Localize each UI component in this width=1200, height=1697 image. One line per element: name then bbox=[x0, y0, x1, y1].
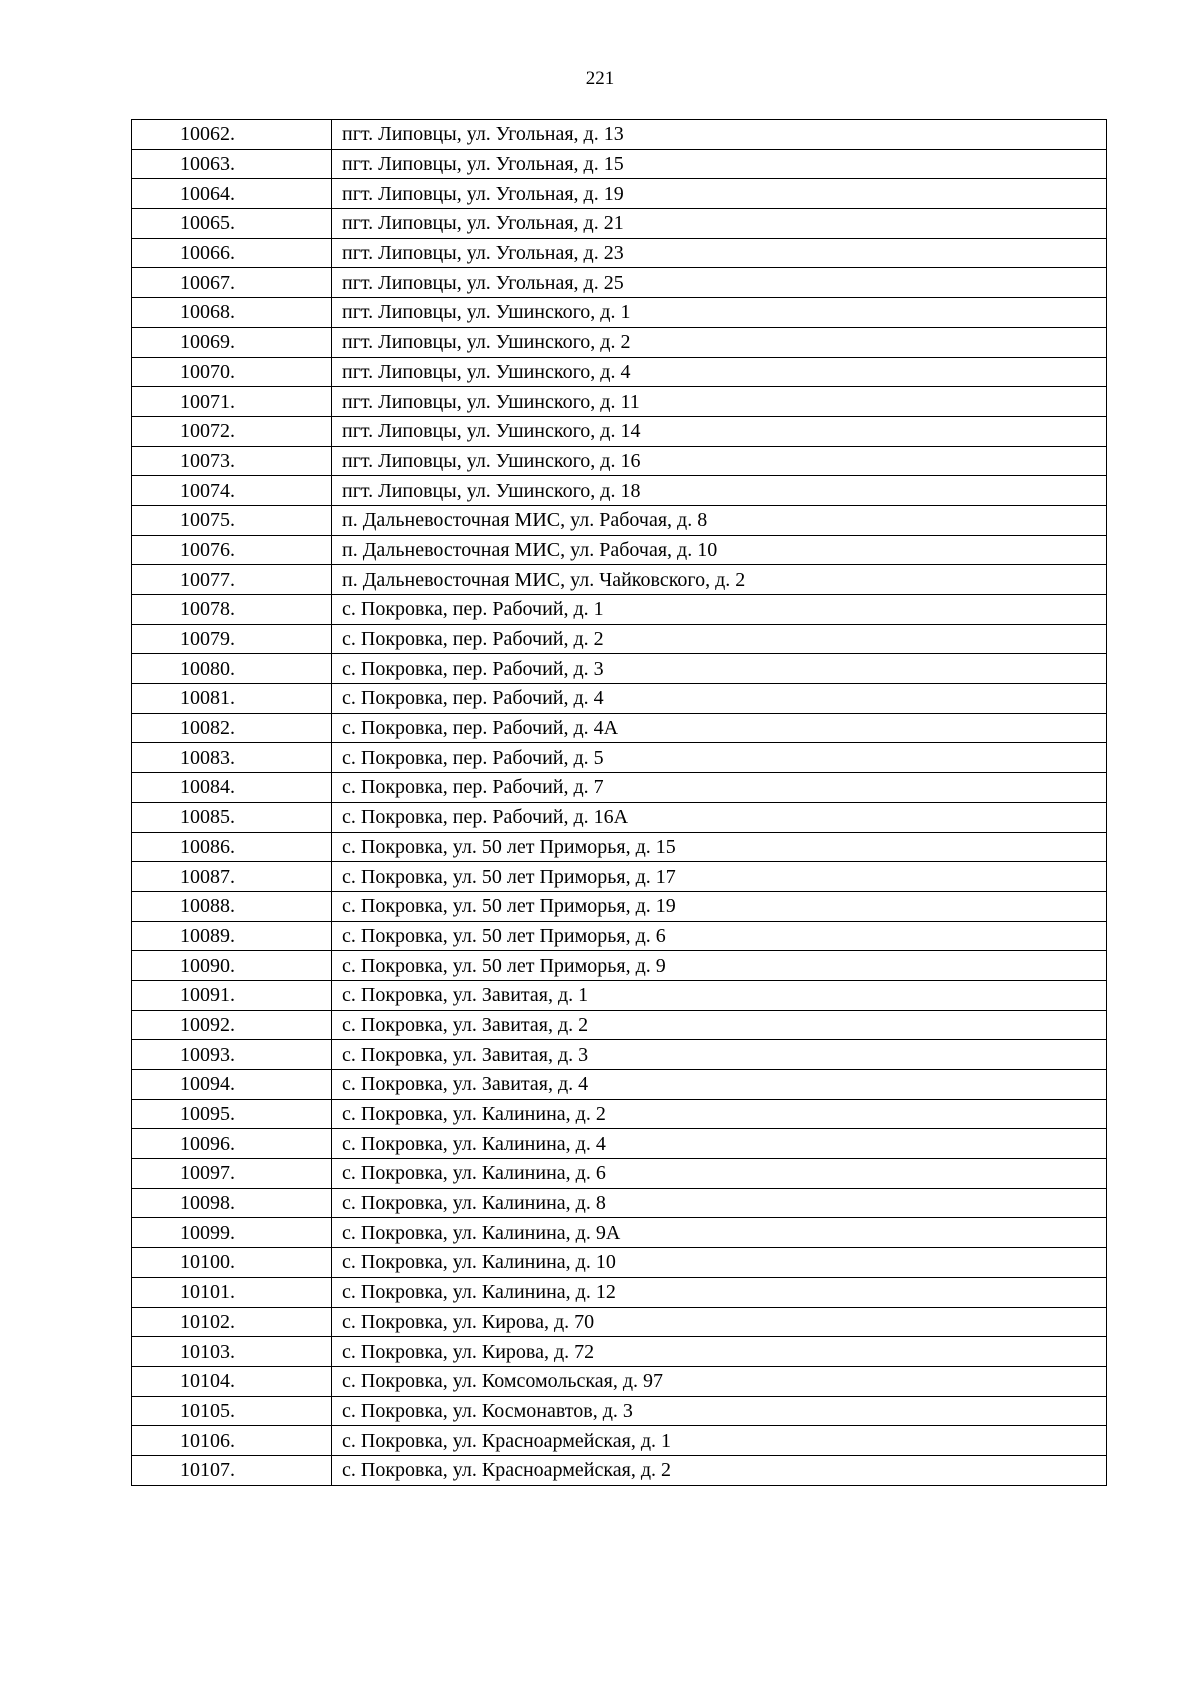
row-address: с. Покровка, пер. Рабочий, д. 2 bbox=[332, 624, 1107, 654]
row-number: 10099. bbox=[132, 1218, 332, 1248]
row-number: 10102. bbox=[132, 1307, 332, 1337]
row-number: 10097. bbox=[132, 1159, 332, 1189]
table-row bbox=[132, 891, 1107, 921]
table-row bbox=[132, 1070, 1107, 1100]
table-row bbox=[132, 120, 1107, 150]
address-table-body bbox=[132, 120, 1107, 1486]
row-address: с. Покровка, ул. Калинина, д. 6 bbox=[332, 1159, 1107, 1189]
table-row bbox=[132, 684, 1107, 714]
row-number: 10089. bbox=[132, 921, 332, 951]
row-address: с. Покровка, ул. Завитая, д. 1 bbox=[332, 980, 1107, 1010]
row-address: с. Покровка, ул. Калинина, д. 12 bbox=[332, 1277, 1107, 1307]
row-address: с. Покровка, ул. Калинина, д. 4 bbox=[332, 1129, 1107, 1159]
row-address: с. Покровка, ул. 50 лет Приморья, д. 15 bbox=[332, 832, 1107, 862]
row-number: 10079. bbox=[132, 624, 332, 654]
row-address: пгт. Липовцы, ул. Угольная, д. 21 bbox=[332, 209, 1107, 239]
table-row bbox=[132, 713, 1107, 743]
table-row bbox=[132, 416, 1107, 446]
row-number: 10069. bbox=[132, 327, 332, 357]
row-number: 10095. bbox=[132, 1099, 332, 1129]
row-address: пгт. Липовцы, ул. Угольная, д. 25 bbox=[332, 268, 1107, 298]
row-address: с. Покровка, ул. 50 лет Приморья, д. 19 bbox=[332, 891, 1107, 921]
table-row bbox=[132, 773, 1107, 803]
row-address: с. Покровка, ул. Космонавтов, д. 3 bbox=[332, 1396, 1107, 1426]
table-row bbox=[132, 1129, 1107, 1159]
row-number: 10103. bbox=[132, 1337, 332, 1367]
table-row bbox=[132, 298, 1107, 328]
row-address: с. Покровка, пер. Рабочий, д. 4А bbox=[332, 713, 1107, 743]
address-table bbox=[131, 119, 1107, 1486]
row-address: с. Покровка, ул. Калинина, д. 9А bbox=[332, 1218, 1107, 1248]
row-number: 10098. bbox=[132, 1188, 332, 1218]
row-number: 10101. bbox=[132, 1277, 332, 1307]
row-address: с. Покровка, ул. Завитая, д. 2 bbox=[332, 1010, 1107, 1040]
table-row bbox=[132, 1248, 1107, 1278]
row-number: 10094. bbox=[132, 1070, 332, 1100]
row-number: 10075. bbox=[132, 505, 332, 535]
row-number: 10081. bbox=[132, 684, 332, 714]
row-number: 10087. bbox=[132, 862, 332, 892]
table-row bbox=[132, 802, 1107, 832]
row-number: 10078. bbox=[132, 595, 332, 625]
row-address: с. Покровка, ул. Калинина, д. 8 bbox=[332, 1188, 1107, 1218]
row-address: пгт. Липовцы, ул. Ушинского, д. 16 bbox=[332, 446, 1107, 476]
table-row bbox=[132, 980, 1107, 1010]
row-address: с. Покровка, пер. Рабочий, д. 16А bbox=[332, 802, 1107, 832]
table-row bbox=[132, 921, 1107, 951]
table-row bbox=[132, 1040, 1107, 1070]
row-address: пгт. Липовцы, ул. Ушинского, д. 1 bbox=[332, 298, 1107, 328]
row-address: с. Покровка, ул. 50 лет Приморья, д. 6 bbox=[332, 921, 1107, 951]
row-number: 10067. bbox=[132, 268, 332, 298]
row-address: пгт. Липовцы, ул. Ушинского, д. 14 bbox=[332, 416, 1107, 446]
row-number: 10070. bbox=[132, 357, 332, 387]
table-row bbox=[132, 1426, 1107, 1456]
table-row bbox=[132, 357, 1107, 387]
row-address: пгт. Липовцы, ул. Ушинского, д. 4 bbox=[332, 357, 1107, 387]
table-row bbox=[132, 1188, 1107, 1218]
table-row bbox=[132, 505, 1107, 535]
row-number: 10084. bbox=[132, 773, 332, 803]
table-row bbox=[132, 1455, 1107, 1485]
table-row bbox=[132, 1337, 1107, 1367]
table-row bbox=[132, 565, 1107, 595]
table-row bbox=[132, 1277, 1107, 1307]
row-number: 10076. bbox=[132, 535, 332, 565]
table-row bbox=[132, 1396, 1107, 1426]
row-address: с. Покровка, пер. Рабочий, д. 7 bbox=[332, 773, 1107, 803]
row-number: 10072. bbox=[132, 416, 332, 446]
table-row bbox=[132, 1366, 1107, 1396]
table-row bbox=[132, 832, 1107, 862]
row-number: 10090. bbox=[132, 951, 332, 981]
table-row bbox=[132, 268, 1107, 298]
table-row bbox=[132, 446, 1107, 476]
table-row bbox=[132, 209, 1107, 239]
row-address: пгт. Липовцы, ул. Угольная, д. 15 bbox=[332, 149, 1107, 179]
row-address: пгт. Липовцы, ул. Ушинского, д. 11 bbox=[332, 387, 1107, 417]
row-number: 10105. bbox=[132, 1396, 332, 1426]
row-number: 10066. bbox=[132, 238, 332, 268]
row-address: с. Покровка, пер. Рабочий, д. 1 bbox=[332, 595, 1107, 625]
row-address: с. Покровка, ул. Кирова, д. 72 bbox=[332, 1337, 1107, 1367]
table-row bbox=[132, 862, 1107, 892]
table-row bbox=[132, 238, 1107, 268]
table-row bbox=[132, 149, 1107, 179]
table-row bbox=[132, 1159, 1107, 1189]
row-number: 10092. bbox=[132, 1010, 332, 1040]
row-number: 10085. bbox=[132, 802, 332, 832]
table-row bbox=[132, 743, 1107, 773]
row-number: 10077. bbox=[132, 565, 332, 595]
table-row bbox=[132, 387, 1107, 417]
row-number: 10074. bbox=[132, 476, 332, 506]
table-row bbox=[132, 1099, 1107, 1129]
row-address: с. Покровка, пер. Рабочий, д. 3 bbox=[332, 654, 1107, 684]
row-address: с. Покровка, ул. 50 лет Приморья, д. 17 bbox=[332, 862, 1107, 892]
row-address: с. Покровка, ул. Калинина, д. 10 bbox=[332, 1248, 1107, 1278]
row-number: 10073. bbox=[132, 446, 332, 476]
row-number: 10088. bbox=[132, 891, 332, 921]
row-number: 10104. bbox=[132, 1366, 332, 1396]
table-row bbox=[132, 179, 1107, 209]
row-address: с. Покровка, ул. Красноармейская, д. 1 bbox=[332, 1426, 1107, 1456]
table-row bbox=[132, 951, 1107, 981]
table-row bbox=[132, 1010, 1107, 1040]
row-address: пгт. Липовцы, ул. Угольная, д. 13 bbox=[332, 120, 1107, 150]
row-number: 10068. bbox=[132, 298, 332, 328]
row-address: с. Покровка, ул. Калинина, д. 2 bbox=[332, 1099, 1107, 1129]
row-address: пгт. Липовцы, ул. Ушинского, д. 18 bbox=[332, 476, 1107, 506]
table-row bbox=[132, 535, 1107, 565]
row-number: 10062. bbox=[132, 120, 332, 150]
row-address: п. Дальневосточная МИС, ул. Рабочая, д. 8 bbox=[332, 505, 1107, 535]
row-number: 10106. bbox=[132, 1426, 332, 1456]
page-number: 221 bbox=[585, 68, 615, 89]
row-number: 10071. bbox=[132, 387, 332, 417]
row-address: пгт. Липовцы, ул. Ушинского, д. 2 bbox=[332, 327, 1107, 357]
row-number: 10083. bbox=[132, 743, 332, 773]
row-number: 10091. bbox=[132, 980, 332, 1010]
row-number: 10063. bbox=[132, 149, 332, 179]
row-number: 10065. bbox=[132, 209, 332, 239]
table-row bbox=[132, 1218, 1107, 1248]
table-row bbox=[132, 624, 1107, 654]
row-address: с. Покровка, пер. Рабочий, д. 4 bbox=[332, 684, 1107, 714]
row-number: 10107. bbox=[132, 1455, 332, 1485]
row-number: 10093. bbox=[132, 1040, 332, 1070]
row-address: пгт. Липовцы, ул. Угольная, д. 23 bbox=[332, 238, 1107, 268]
row-number: 10086. bbox=[132, 832, 332, 862]
row-address: с. Покровка, ул. Кирова, д. 70 bbox=[332, 1307, 1107, 1337]
row-number: 10100. bbox=[132, 1248, 332, 1278]
row-address: п. Дальневосточная МИС, ул. Рабочая, д. 10 bbox=[332, 535, 1107, 565]
row-number: 10082. bbox=[132, 713, 332, 743]
table-row bbox=[132, 327, 1107, 357]
row-address: с. Покровка, ул. Комсомольская, д. 97 bbox=[332, 1366, 1107, 1396]
row-address: с. Покровка, ул. 50 лет Приморья, д. 9 bbox=[332, 951, 1107, 981]
table-row bbox=[132, 654, 1107, 684]
row-number: 10080. bbox=[132, 654, 332, 684]
table-row bbox=[132, 595, 1107, 625]
row-number: 10096. bbox=[132, 1129, 332, 1159]
row-address: пгт. Липовцы, ул. Угольная, д. 19 bbox=[332, 179, 1107, 209]
row-number: 10064. bbox=[132, 179, 332, 209]
table-row bbox=[132, 476, 1107, 506]
row-address: с. Покровка, ул. Красноармейская, д. 2 bbox=[332, 1455, 1107, 1485]
row-address: п. Дальневосточная МИС, ул. Чайковского, д. 2 bbox=[332, 565, 1107, 595]
row-address: с. Покровка, ул. Завитая, д. 4 bbox=[332, 1070, 1107, 1100]
row-address: с. Покровка, пер. Рабочий, д. 5 bbox=[332, 743, 1107, 773]
row-address: с. Покровка, ул. Завитая, д. 3 bbox=[332, 1040, 1107, 1070]
table-row bbox=[132, 1307, 1107, 1337]
